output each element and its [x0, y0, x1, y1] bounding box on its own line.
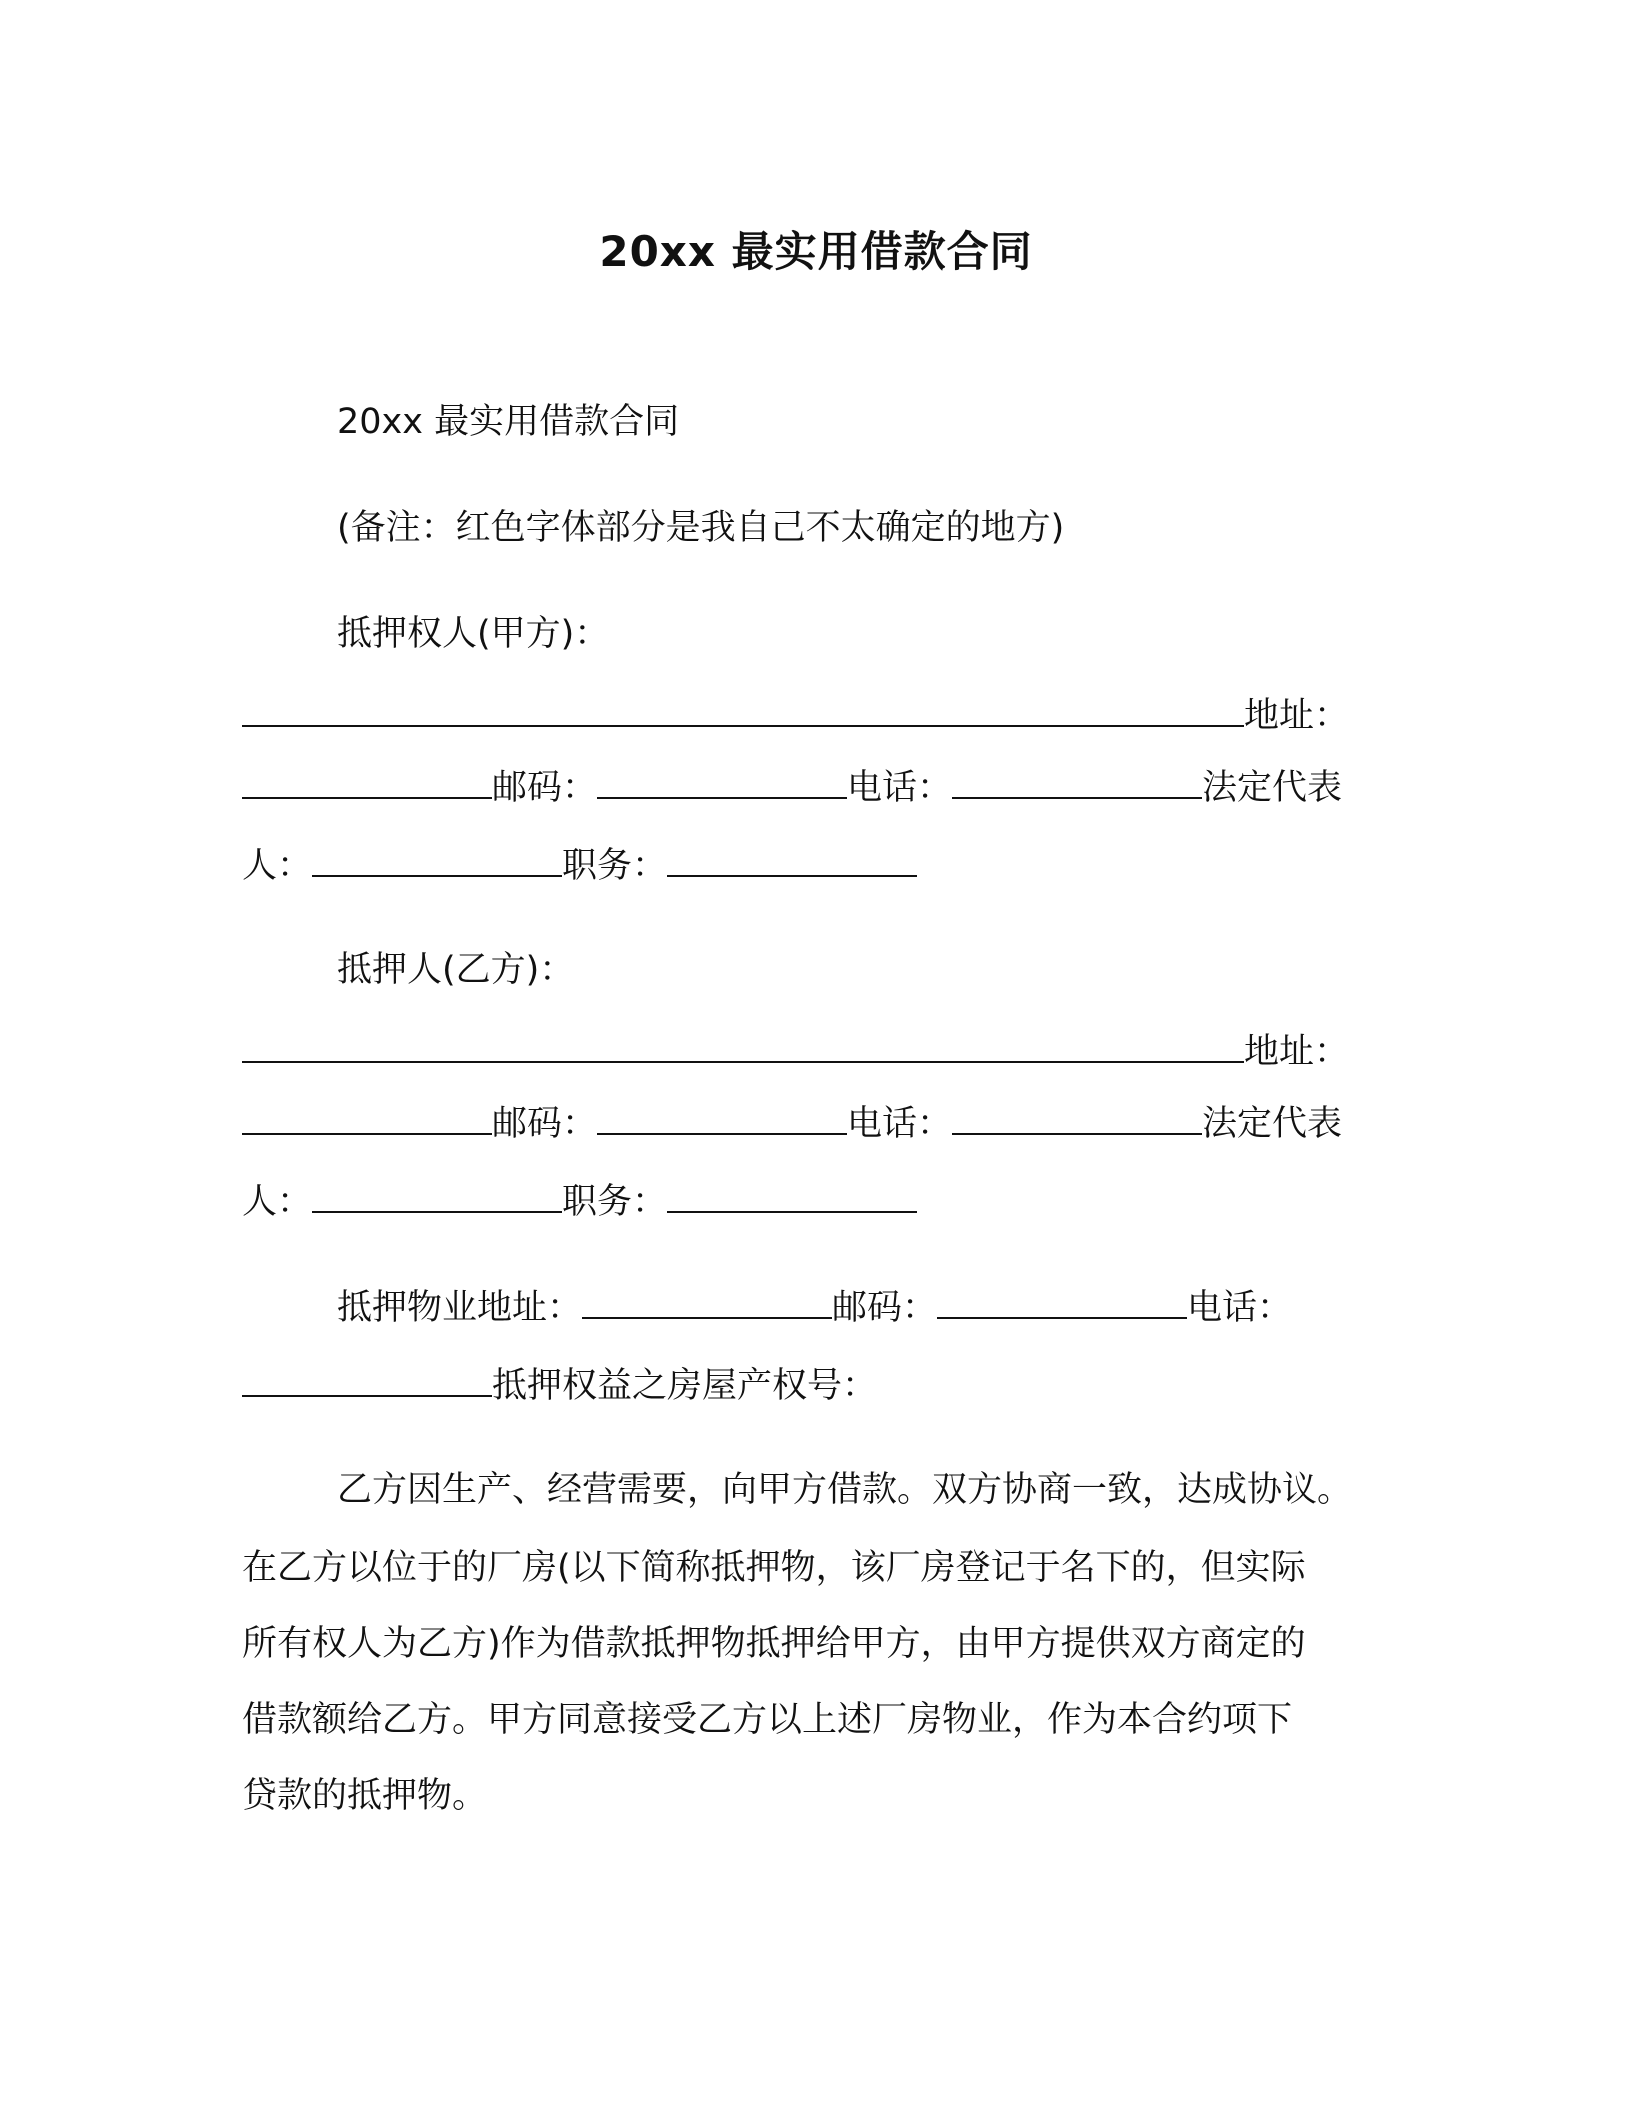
party-b-legal-rep-label-cont: 人：	[242, 1182, 313, 1222]
party-b-position-blank[interactable]	[667, 1181, 917, 1213]
party-a-address-blank[interactable]	[242, 767, 492, 799]
property-address-label: 抵押物业地址：	[337, 1288, 583, 1328]
property-phone-blank[interactable]	[242, 1365, 492, 1397]
party-b-heading: 抵押人(乙方)：	[337, 950, 575, 990]
property-postcode-label: 邮码：	[832, 1288, 938, 1328]
party-a-phone-label: 电话：	[847, 768, 953, 808]
party-b-legal-rep-label: 法定代表	[1202, 1104, 1343, 1144]
property-address-line	[337, 1284, 1292, 1332]
property-address-blank[interactable]	[582, 1287, 832, 1319]
party-a-heading: 抵押权人(甲方)：	[337, 614, 610, 654]
party-a-postcode-blank[interactable]	[597, 767, 847, 799]
party-b-contact-line	[242, 1100, 1342, 1148]
paragraph-line: 所有权人为乙方)作为借款抵押物抵押给甲方，由甲方提供双方商定的	[242, 1624, 1306, 1664]
property-title-line	[242, 1362, 877, 1410]
party-a-contact-line	[242, 764, 1342, 812]
party-b-rep-line	[242, 1178, 917, 1226]
party-a-legal-rep-label: 法定代表	[1202, 768, 1343, 808]
party-a-address-label: 地址：	[1244, 696, 1350, 736]
party-b-name-line	[242, 1028, 1349, 1076]
party-b-position-label: 职务：	[562, 1182, 668, 1222]
remark-note: (备注：红色字体部分是我自己不太确定的地方)	[337, 508, 1065, 548]
party-b-phone-blank[interactable]	[952, 1103, 1202, 1135]
party-a-legal-rep-blank[interactable]	[312, 845, 562, 877]
party-b-postcode-blank[interactable]	[597, 1103, 847, 1135]
party-a-legal-rep-label-cont: 人：	[242, 846, 313, 886]
paragraph-line: 在乙方以位于的厂房(以下简称抵押物，该厂房登记于名下的，但实际	[242, 1548, 1306, 1588]
party-b-address-blank[interactable]	[242, 1103, 492, 1135]
party-a-position-blank[interactable]	[667, 845, 917, 877]
party-b-name-blank[interactable]	[242, 1031, 1244, 1063]
party-a-name-blank[interactable]	[242, 695, 1244, 727]
party-b-phone-label: 电话：	[847, 1104, 953, 1144]
document-title: 20xx 最实用借款合同	[599, 227, 1033, 276]
party-b-address-label: 地址：	[1244, 1032, 1350, 1072]
property-title-no-label: 抵押权益之房屋产权号：	[492, 1366, 878, 1406]
party-b-postcode-label: 邮码：	[492, 1104, 598, 1144]
party-a-position-label: 职务：	[562, 846, 668, 886]
property-postcode-blank[interactable]	[937, 1287, 1187, 1319]
party-a-postcode-label: 邮码：	[492, 768, 598, 808]
party-a-phone-blank[interactable]	[952, 767, 1202, 799]
paragraph-line: 乙方因生产、经营需要，向甲方借款。双方协商一致，达成协议。	[337, 1470, 1353, 1510]
party-a-name-line	[242, 692, 1349, 740]
paragraph-line: 借款额给乙方。甲方同意接受乙方以上述厂房物业，作为本合约项下	[242, 1700, 1293, 1740]
document-subtitle: 20xx 最实用借款合同	[337, 402, 680, 442]
party-b-legal-rep-blank[interactable]	[312, 1181, 562, 1213]
paragraph-line: 贷款的抵押物。	[242, 1776, 488, 1816]
party-a-rep-line	[242, 842, 917, 890]
property-phone-label: 电话：	[1187, 1288, 1293, 1328]
